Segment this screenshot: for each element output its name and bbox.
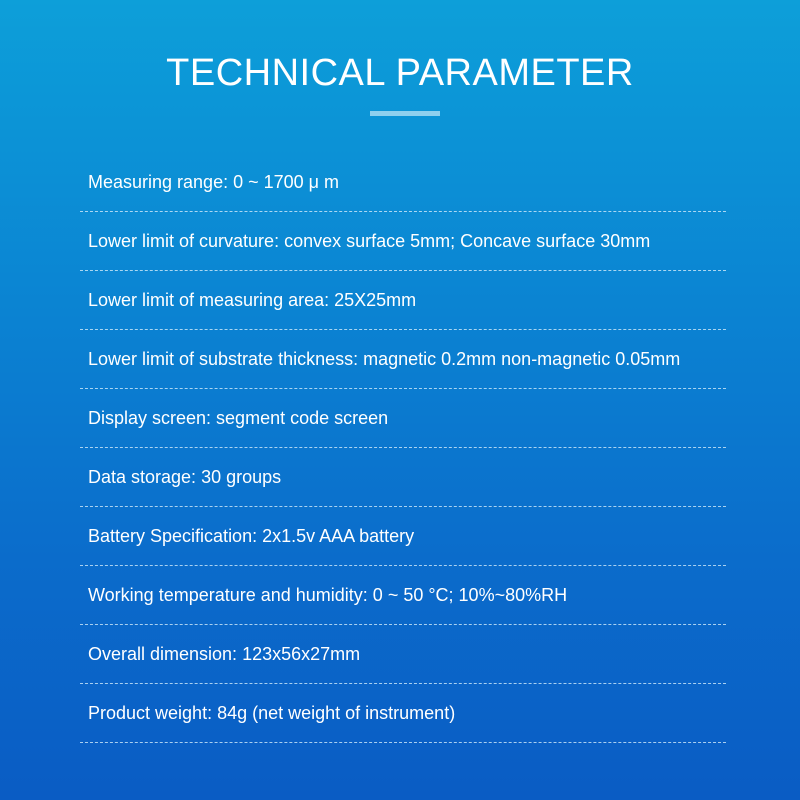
param-display-screen: Display screen: segment code screen bbox=[80, 389, 726, 448]
param-data-storage: Data storage: 30 groups bbox=[80, 448, 726, 507]
param-working-temperature-humidity: Working temperature and humidity: 0 ~ 50 °C; 10%~80%RH bbox=[80, 566, 726, 625]
param-substrate-thickness-limit: Lower limit of substrate thickness: magnetic 0.2mm non-magnetic 0.05mm bbox=[80, 330, 726, 389]
param-measuring-range: Measuring range: 0 ~ 1700 μ m bbox=[80, 153, 726, 212]
param-curvature-limit: Lower limit of curvature: convex surface 5mm; Concave surface 30mm bbox=[80, 212, 726, 271]
param-product-weight: Product weight: 84g (net weight of instrument) bbox=[80, 684, 726, 743]
param-battery-specification: Battery Specification: 2x1.5v AAA battery bbox=[80, 507, 726, 566]
param-measuring-area-limit: Lower limit of measuring area: 25X25mm bbox=[80, 271, 726, 330]
param-overall-dimension: Overall dimension: 123x56x27mm bbox=[80, 625, 726, 684]
title-underline bbox=[370, 111, 440, 116]
parameter-list bbox=[80, 153, 726, 743]
page-title: TECHNICAL PARAMETER bbox=[166, 52, 634, 94]
